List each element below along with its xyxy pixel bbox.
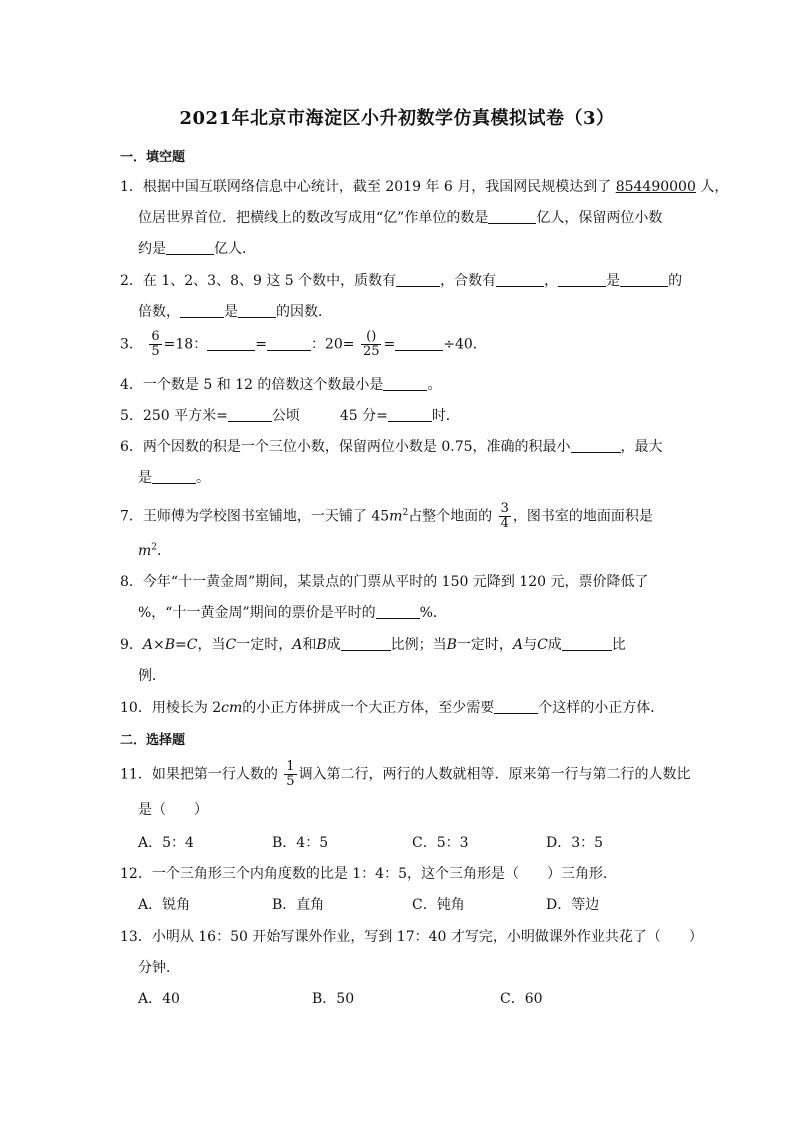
question-text: 占整个地面的 (408, 508, 493, 525)
question-9-line-2 (138, 665, 166, 685)
option-a[interactable]: A．5：4 (138, 835, 194, 851)
answer-blank[interactable] (180, 303, 224, 318)
question-text: 。 (196, 470, 210, 486)
question-text: 是 (606, 273, 621, 289)
answer-blank[interactable] (620, 272, 668, 287)
option-a[interactable]: A．40 (138, 991, 180, 1007)
question-text: 5．250 平方米= (120, 408, 228, 424)
question-text: 是 (138, 470, 152, 486)
fraction-numerator: 1 (286, 759, 295, 774)
option-d[interactable]: D．3：5 (546, 835, 604, 851)
question-text: 10．用棱长为 2 (120, 700, 222, 716)
answer-blank[interactable] (152, 469, 196, 484)
fraction-denominator: 4 (500, 516, 509, 531)
exponent: 2 (151, 542, 158, 553)
question-6-line-1 (120, 436, 663, 456)
option-c[interactable]: C．60 (500, 991, 543, 1007)
answer-blank[interactable] (228, 407, 272, 422)
question-3 (120, 330, 487, 359)
question-text: 比 (611, 637, 626, 653)
page-title: 2021年北京市海淀区小升初数学仿真模拟试卷（3） (179, 108, 615, 129)
question-text: 成 (326, 637, 341, 653)
question-text: ， (544, 273, 559, 289)
question-text: 一定时， (456, 637, 513, 653)
question-text: 6．两个因数的积是一个三位小数，保留两位小数是 0.75，准确的积最小 (120, 439, 571, 455)
question-text: ÷40． (443, 336, 487, 353)
fraction-denominator: 25 (362, 344, 380, 359)
question-text: ，合数有 (440, 273, 497, 289)
option-b[interactable]: B．直角 (272, 897, 325, 913)
answer-blank[interactable] (562, 636, 612, 651)
question-7-line-1 (120, 502, 653, 531)
answer-blank[interactable] (166, 240, 214, 255)
answer-blank[interactable] (494, 699, 538, 714)
question-text: 亿人． (214, 241, 256, 257)
answer-blank[interactable] (558, 272, 606, 287)
answer-blank[interactable] (383, 376, 427, 391)
question-12 (120, 863, 617, 883)
question-1-line-2 (138, 207, 662, 227)
question-text: = (255, 336, 267, 353)
answer-blank[interactable] (388, 407, 432, 422)
variable: C (225, 637, 237, 653)
question-text: 个这样的小正方体． (538, 700, 665, 716)
question-6-line-2 (138, 467, 210, 487)
question-text: 1．根据中国互联网络信息中心统计，截至 2019 年 6 月，我国网民规模达到了 (120, 179, 612, 195)
answer-blank[interactable] (207, 336, 255, 351)
section-multiple-choice: 二．选择题 (120, 733, 186, 748)
question-text: 例． (138, 668, 166, 684)
question-13-line-2 (138, 957, 180, 977)
question-text: 的因数． (276, 304, 332, 320)
question-text: 调入第二行，两行的人数就相等．原来第一行与第二行的人数比 (298, 766, 691, 783)
option-b[interactable]: B．50 (312, 991, 355, 1007)
underlined-number: 854490000 (615, 179, 696, 195)
unit-text: m (389, 508, 403, 525)
question-text: 13．小明从 16：50 开始写课外作业，写到 17：40 才写完，小明做课外作业共花了（ ） (120, 929, 703, 945)
answer-blank[interactable] (496, 272, 544, 287)
unit-text: cm (221, 700, 243, 716)
question-text: ，图书室的地面面积是 (512, 508, 653, 525)
question-10 (120, 697, 664, 717)
fraction (361, 330, 382, 359)
question-text: 是（ ） (138, 802, 208, 818)
question-2-line-1 (120, 270, 682, 290)
question-text: 3． (120, 336, 143, 353)
question-text: 和 (302, 637, 317, 653)
question-2-line-2 (138, 301, 332, 321)
option-c[interactable]: C．5：3 (412, 835, 469, 851)
question-text: 7．王师傅为学校图书室铺地，一天铺了 45 (120, 508, 390, 525)
variable: B (446, 637, 457, 653)
answer-blank[interactable] (396, 272, 440, 287)
question-8-line-2 (138, 602, 447, 622)
question-text: 12．一个三角形三个内角度数的比是 1：4：5，这个三角形是（ ）三角形． (120, 866, 617, 882)
question-text: 的 (668, 273, 683, 289)
answer-blank[interactable] (238, 303, 276, 318)
option-a[interactable]: A．锐角 (138, 897, 191, 913)
question-text: 分钟． (138, 960, 180, 976)
question-text: 的小正方体拼成一个大正方体，至少需要 (242, 700, 495, 716)
answer-blank[interactable] (395, 336, 443, 351)
question-13-line-1 (120, 926, 703, 946)
question-1-line-1 (120, 176, 728, 196)
question-7-line-2 (138, 540, 171, 560)
question-8-line-1 (120, 571, 648, 591)
question-text: 位居世界首位．把横线上的数改写成用“亿”作单位的数是 (138, 210, 489, 226)
question-text: 11．如果把第一行人数的 (120, 766, 278, 783)
question-text: ，最大 (620, 439, 663, 455)
question-text: 8．今年“十一黄金周”期间，某景点的门票从平时的 150 元降到 120 元，票价降低了 (120, 574, 649, 590)
question-text: 与 (523, 637, 538, 653)
question-text: 4．一个数是 5 和 12 的倍数这个数最小是 (120, 377, 384, 393)
question-text: 9． (120, 637, 143, 653)
exponent: 2 (402, 507, 409, 518)
fraction (149, 330, 161, 359)
fraction (499, 502, 511, 531)
question-text: 2．在 1、2、3、8、9 这 5 个数中，质数有 (120, 273, 397, 289)
question-text: %，“十一黄金周”期间的票价是平时的 (138, 605, 376, 621)
question-text: ． (157, 543, 172, 559)
question-1-line-3 (138, 238, 256, 258)
question-text: 45 分= (339, 408, 388, 424)
question-text: 时． (431, 408, 460, 424)
question-11-line-1 (120, 760, 691, 789)
formula: A×B=C (142, 637, 198, 653)
question-text: %． (419, 605, 447, 621)
question-text: 亿人，保留两位小数 (536, 210, 663, 226)
question-4 (120, 374, 441, 394)
question-5 (120, 405, 460, 425)
fraction-denominator: 5 (286, 774, 295, 789)
question-text: 。 (427, 377, 442, 393)
question-text: 比例；当 (390, 637, 447, 653)
question-text: 倍数， (138, 304, 180, 320)
fraction-numerator: () (361, 330, 382, 345)
answer-blank[interactable] (488, 209, 536, 224)
question-text: =18： (163, 336, 208, 353)
question-11-line-2 (138, 799, 208, 819)
fraction-numerator: 6 (151, 329, 160, 344)
question-text: 公顷 (271, 408, 300, 424)
unit-text: m (138, 543, 152, 559)
answer-blank[interactable] (376, 604, 420, 619)
question-text: ：20= (310, 336, 355, 353)
fraction (284, 760, 296, 789)
option-d[interactable]: D．等边 (546, 897, 600, 913)
question-text: = (383, 336, 396, 353)
variable: C (537, 637, 548, 653)
question-text: 约是 (138, 241, 166, 257)
variable: A (292, 637, 303, 653)
option-c[interactable]: C．钝角 (412, 897, 465, 913)
question-9-line-1 (120, 634, 626, 654)
question-text: 是 (224, 304, 238, 320)
section-fill-in: 一．填空题 (120, 150, 186, 165)
answer-blank[interactable] (571, 438, 621, 453)
question-text: 人， (700, 179, 729, 195)
variable: B (316, 637, 327, 653)
fraction-numerator: 3 (500, 501, 509, 516)
variable: A (512, 637, 524, 653)
answer-blank[interactable] (267, 336, 311, 351)
answer-blank[interactable] (341, 636, 391, 651)
option-b[interactable]: B．4：5 (272, 835, 329, 851)
question-text: 一定时， (236, 637, 293, 653)
question-text: 成 (547, 637, 562, 653)
fraction-denominator: 5 (151, 344, 160, 359)
question-text: ，当 (197, 637, 226, 653)
